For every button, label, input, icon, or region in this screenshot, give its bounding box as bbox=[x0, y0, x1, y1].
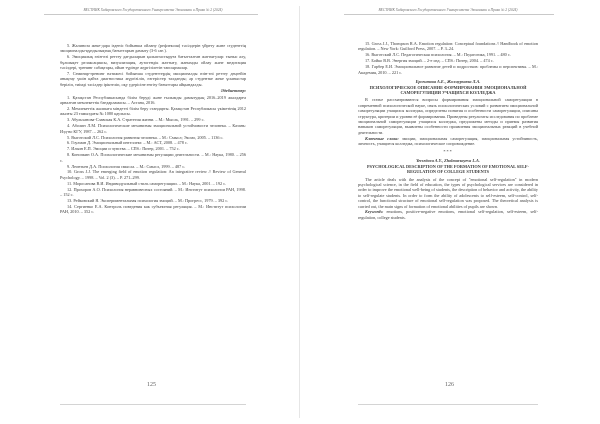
reference-item: 5. Выготский Л.С. Психология развития человека. – М.: Смысл; Эксмо, 2005. – 1136 с. bbox=[67, 134, 224, 140]
numbered-item: 5. Жалиноза жеке-дара ізденіс бойынша ойлану (рефлексия) тәсілдерін үйрету және студенттің эмоционалды-құндылықтық бағыттарын дамыту (3-6 сағ.). bbox=[60, 43, 246, 54]
left-page-body bbox=[60, 43, 246, 215]
reference-item: 4. Аболин Л.М. Психологические механизмы эмоциональной устойчивости человека. – Казань: Изд-во КГУ, 1987. – 262 с. bbox=[60, 123, 246, 134]
right-page bbox=[300, 0, 600, 424]
page-number: 126 bbox=[445, 382, 454, 388]
references-heading: Әдебиеттер: bbox=[220, 88, 246, 94]
reference-item: 2. Мемлекеттік жалпыға міндетті білім беру стандарты. Қазақстан Республикасы үкіметінің 2012 жылғы 23 тамыздағы № 1080 қаулысы. bbox=[60, 105, 246, 117]
numbered-item: 6. Эмоциялық өзін-өзі реттеу дағдыларын қалыптастыруға бағытталған жаттығулар: тыныс алу, бұлшықет релаксациясы, визуализация, аутогендік жаттығу, жағымды ойлау және медитация тәсілдері, тренинг сабақтары, ойын түрінде жүргізілетін тапсырмалар. bbox=[60, 54, 246, 71]
reference-item: 9. Леонтьев Д.А. Психология смысла. – М.: Смысл, 1999. – 487 с. bbox=[67, 163, 186, 169]
reference-item: 8. Конопкин О.А. Психологические механизмы регуляции деятельности. – М.: Наука, 1980. – 256 с. bbox=[60, 152, 246, 163]
running-header: ВЕСТНИК Хабаровского Государственного Университета Экономики и Права № 2 (2024) bbox=[378, 8, 518, 12]
reference-item: 6. Гоулман Д. Эмоциональный интеллект. – М.: АСТ, 2008. – 478 с. bbox=[67, 140, 188, 146]
footer-rule bbox=[358, 404, 538, 405]
reference-item: 15. Gross J.J., Thompson R.A. Emotion regulation: Conceptual foundations // Handbook of emotion regulation. – New York: Guilford Press, 2007. – P. 3–24. bbox=[358, 41, 538, 52]
reference-item: 11. Моросанова В.И. Индивидуальный стиль саморегуляции. – М.: Наука, 2001. – 192 с. bbox=[67, 180, 227, 186]
keywords-label-en: Keywords: bbox=[365, 209, 384, 215]
footer-rule bbox=[60, 404, 246, 405]
reference-item: 7. Ильин Е.П. Эмоции и чувства. – СПб.: Питер, 2001. – 752 с. bbox=[67, 146, 180, 152]
reference-item: 16. Выготский Л.С. Педагогическая психология. – М.: Педагогика, 1991. – 480 с. bbox=[365, 52, 511, 58]
page-number: 125 bbox=[147, 382, 156, 388]
header-rule bbox=[344, 14, 554, 15]
keywords-text: эмоции, эмоциональная саморегуляция, эмоциональная устойчивость, личность, учащиеся колледжа, психологическое сопровождение. bbox=[358, 135, 538, 147]
reference-item: 3. Абульханова-Славская К.А. Стратегия жизни. – М.: Мысль, 1991. – 299 с. bbox=[67, 117, 205, 123]
reference-item: 17. Бойко В.В. Энергия эмоций. – 2-е изд. – СПб.: Питер, 2004. – 474 с. bbox=[365, 58, 494, 64]
abstract-en: The article deals with the analysis of the concept of "emotional self-regulation" in modern psychological science, in the field of education, the types of psychological services are considered in order to improve the emotional well-being of students, the description of behavior and activity, the ability to self-regulate students. In order to form the ability of adolescents to self-esteem, self-control, self-control, the functional structure of emotional self-regulation was proposed. The theoretical analysis is carried out, the main signs of formation of emotional abilities of pupils are shown. bbox=[358, 176, 538, 209]
keywords bbox=[358, 136, 538, 147]
reference-item: 14. Сергиенко Е.А. Контроль поведения как субъектная регуляция. – М.: Институт психологии РАН, 2010. – 352 с. bbox=[60, 203, 246, 215]
section-separator: *** bbox=[443, 148, 453, 154]
header-rule bbox=[44, 14, 258, 15]
reference-item: 12. Прохоров А.О. Психология неравновесных состояний. – М.: Институт психологии РАН, 1998. – 152 с. bbox=[60, 186, 246, 198]
reference-item: 18. Гарбер Е.И. Эмоциональное развитие детей и подростков: проблемы и перспективы. – М.: Академия, 2010. – 221 с. bbox=[358, 64, 538, 75]
numbered-item: 7. Семинар-тренинг нәтижесі бойынша студенттердің эмоционалды өзін-өзі реттеу деңгейін анықтау үшін қайта диагностика жүргізіліп, өзгерістер талданды; әр студентке жеке ұсыныстар беріліп, тиімді тәсілдер іріктеліп, оқу үдерісіне енгізу бағыттары айқындалды. bbox=[60, 71, 246, 87]
keywords-text-en: emotions, positive-negative emotions, emotional self-regulation, self-esteem, self-regulation, college students. bbox=[358, 209, 538, 220]
reference-item: 10. Gross J.J. The emerging field of emotion regulation: An integrative review // Review of General Psychology. – 1998. – Vol. 2 (3). – P. 271–299. bbox=[60, 169, 246, 180]
reference-item: 1. Қазақстан Республикасында білім беруді және ғылымды дамытудың 2016–2019 жылдарға арналған мемлекеттік бағдарламасы. – Астана, 2016. bbox=[60, 94, 246, 106]
article-title: ПСИХОЛОГИЧЕСКОЕ ОПИСАНИЕ ФОРМИРОВАНИЯ ЭМОЦИОНАЛЬНОЙ САМОРЕГУЛЯЦИИ УЧАЩИХСЯ КОЛЛЕДЖА bbox=[369, 84, 527, 96]
keywords-label: Ключевые слова: bbox=[365, 135, 399, 141]
article-title-en: PSYCHOLOGICAL DESCRIPTION OF THE FORMATION OF EMOTIONAL SELF-REGULATION OF COLLEGE STUDENTS bbox=[367, 163, 529, 175]
article-authors: Ерсеитова А.Е., Жолмурзаева Л.А. bbox=[415, 78, 481, 84]
abstract: В статье рассматриваются вопросы формирования эмоциональной саморегуляции в современной психологической науке, связь психологических условий с развитием эмоциональной саморегуляции учащихся колледжа, определены понятия и особенности саморегуляции, описаны структура, критерии и уровни её формирования. Приведены результаты исследования по проблеме эмоциональной саморегуляции учащихся колледжа, предложены методы и приемы развития навыков саморегуляции, выявлены особенности проявления эмоциональных реакций в учебной деятельности. bbox=[358, 97, 538, 135]
article-authors-en: Yerseitova A.Y., Zholmurzayeva L.A. bbox=[416, 158, 480, 163]
right-page-body bbox=[358, 41, 538, 221]
running-header: ВЕСТНИК Хабаровского Государственного Университета Экономики и Права № 2 (2024) bbox=[83, 8, 223, 12]
reference-item: 13. Рейковский Я. Экспериментальная психология эмоций. – М.: Прогресс, 1979. – 392 с. bbox=[67, 197, 229, 203]
keywords-en bbox=[358, 209, 538, 220]
